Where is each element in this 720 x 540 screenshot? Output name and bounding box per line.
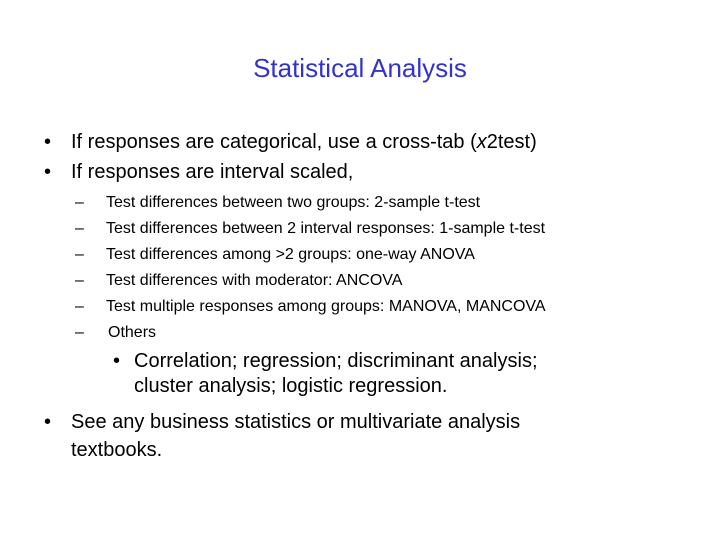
sub-item-text: Others — [108, 324, 157, 341]
list-item-text — [71, 128, 537, 157]
dash-marker: – — [75, 194, 84, 211]
bullet-dot: • — [44, 131, 52, 153]
sub-item-text: Test differences among >2 groups: one-way ANOVA — [106, 246, 475, 263]
italic-x: x — [476, 131, 487, 153]
dash-marker: – — [75, 272, 84, 289]
slide-title: Statistical Analysis — [253, 53, 467, 83]
sub-item-text: Test differences with moderator: ANCOVA — [106, 272, 403, 289]
sub-sub-item-line1: Correlation; regression; discriminant analysis; — [134, 350, 538, 372]
sub-item-text: Test multiple responses among groups: MANOVA, MANCOVA — [106, 298, 546, 315]
bullet-dot: • — [44, 411, 52, 433]
dash-marker: – — [75, 220, 84, 237]
dash-marker: – — [75, 324, 84, 341]
list-item-text: If responses are interval scaled, — [71, 161, 354, 183]
dash-marker: – — [75, 246, 84, 263]
bullet-dot: • — [44, 161, 52, 183]
list-item-text-line2: textbooks. — [71, 439, 163, 461]
bullet-dot: • — [113, 350, 121, 372]
sub-item-text: Test differences between two groups: 2-sample t-test — [106, 194, 481, 211]
list-item-text-line1: See any business statistics or multivariate analysis — [71, 411, 521, 433]
text-part: 2test) — [486, 131, 537, 153]
sub-sub-item-line2: cluster analysis; logistic regression. — [134, 375, 448, 397]
dash-marker: – — [75, 298, 84, 315]
text-part: If responses are categorical, use a cross-tab ( — [71, 131, 477, 153]
sub-item-text: Test differences between 2 interval responses: 1-sample t-test — [106, 220, 546, 237]
